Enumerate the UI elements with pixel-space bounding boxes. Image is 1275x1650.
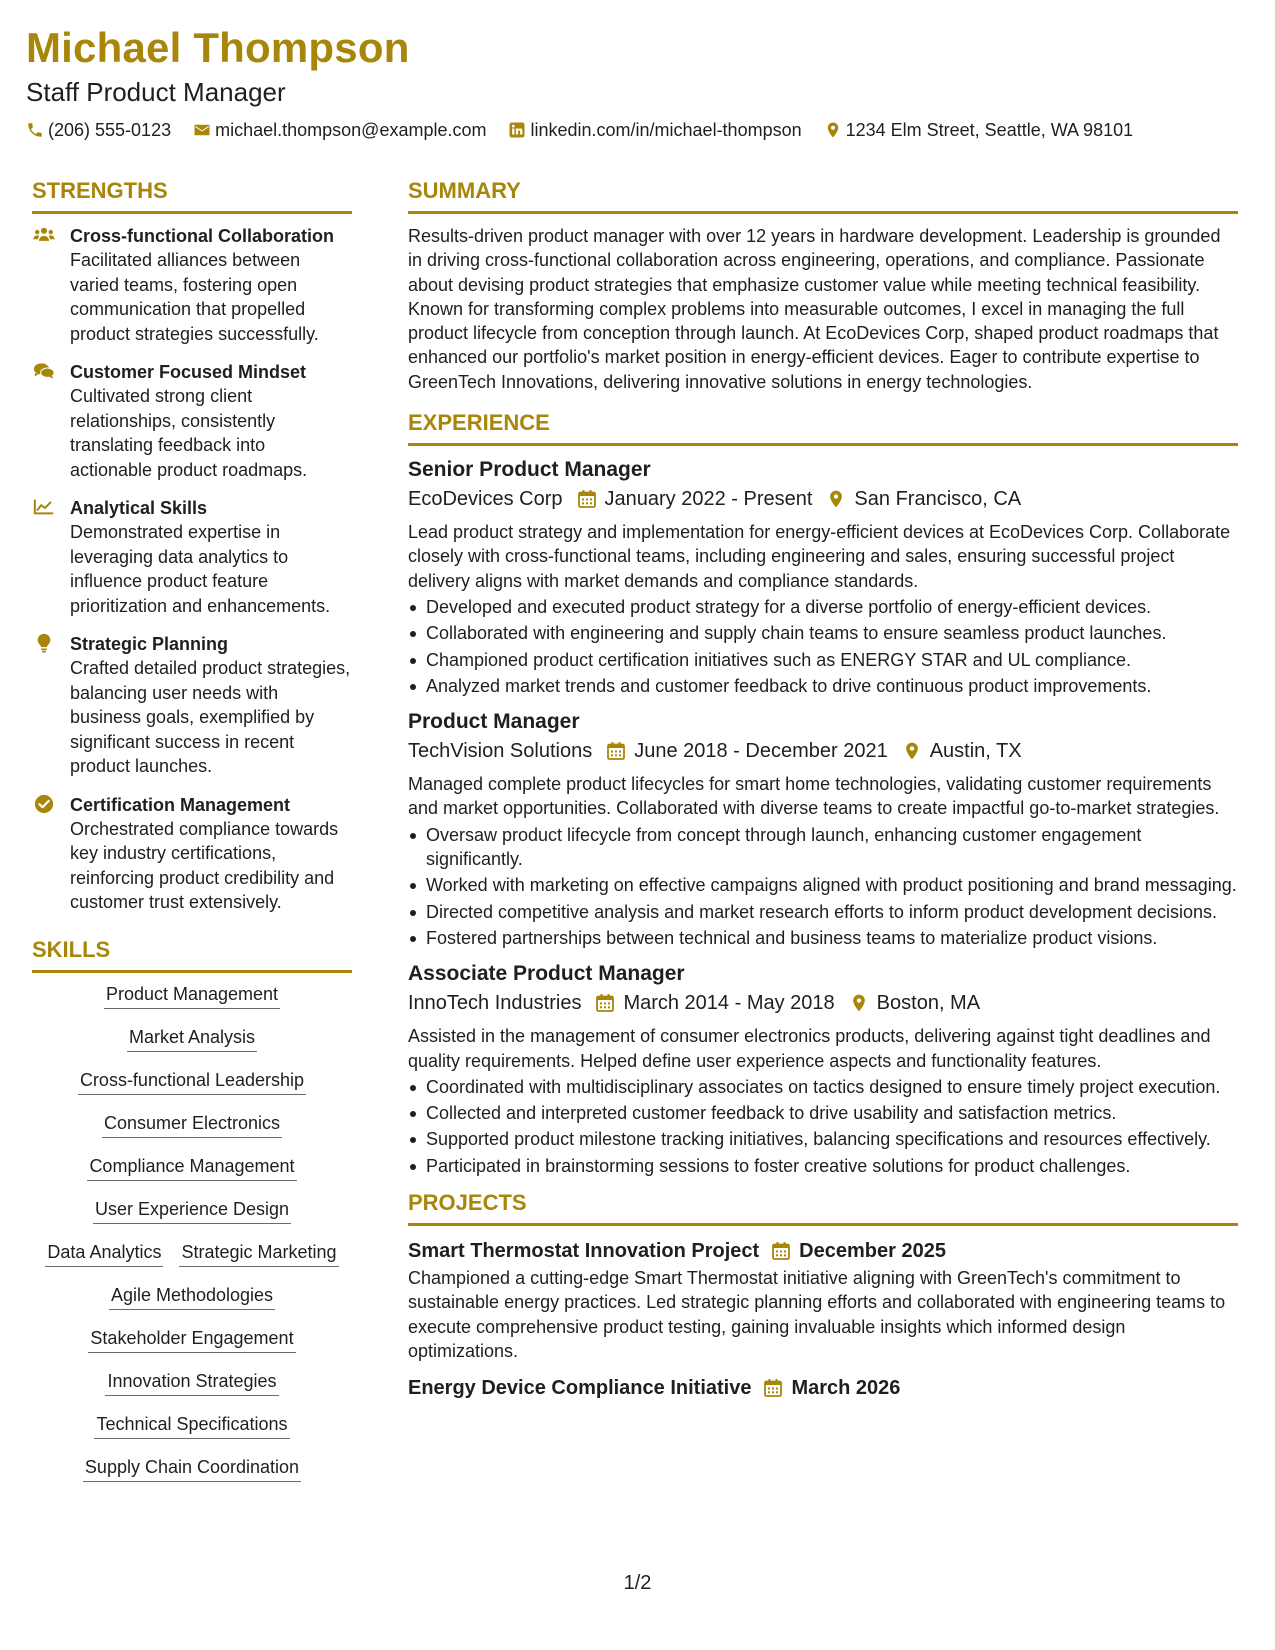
job-desc: Lead product strategy and implementation for energy-efficient devices at EcoDevices Corp. Collaborate closely with cross-functional teams, including engineering and sales, ensuring successful project delivery aligns with market demands and compliance standards. xyxy=(408,522,1231,591)
job-entry xyxy=(408,960,1238,1178)
skill-tag: User Experience Design xyxy=(93,1198,291,1224)
job-bullets xyxy=(408,595,1238,698)
skill-tag: Consumer Electronics xyxy=(102,1112,282,1138)
summary-text: Results-driven product manager with over 12 years in hardware development. Leadership is grounded in driving cross-functional collaboration across engineering, operations, and compliance. Passionate about devising product strategies that emphasize customer value while meeting technical feasibility. Known for transforming complex problems into measurable outcomes, I excel in managing the full product lifecycle from conception through launch. At EcoDevices Corp, shaped product roadmaps that enhanced our portfolio's market position in energy-efficient devices. Eager to contribute expertise to GreenTech Innovations, delivering innovative solutions in energy technologies. xyxy=(408,226,1221,392)
skill-tag: Stakeholder Engagement xyxy=(88,1327,295,1353)
skill-tag: Technical Specifications xyxy=(94,1413,289,1439)
job-dates: January 2022 - Present xyxy=(604,488,813,511)
strength-item xyxy=(32,496,352,618)
skill-tag: Supply Chain Coordination xyxy=(83,1456,301,1482)
job-title: Senior Product Manager xyxy=(408,458,651,482)
candidate-name: Michael Thompson xyxy=(26,24,410,71)
linkedin-link[interactable]: linkedin.com/in/michael-thompson xyxy=(530,120,802,140)
page-number: 1/2 xyxy=(623,1572,652,1594)
job-entry xyxy=(408,456,1238,698)
project-desc: Championed a cutting-edge Smart Thermostat initiative aligning with GreenTech's commitment to sustainable energy practices. Led strategic planning efforts and collaborated with engineering teams to execute comprehensive product testing, gaining invaluable insights which informed design optimizations. xyxy=(408,1268,1226,1361)
bullet-item: Collaborated with engineering and supply chain teams to ensure seamless product launches. xyxy=(408,621,1238,645)
project-date: March 2026 xyxy=(791,1377,901,1400)
bullet-item: Worked with marketing on effective campaigns aligned with product positioning and brand messaging. xyxy=(408,873,1238,897)
map-pin-icon xyxy=(826,489,846,509)
strength-desc: Cultivated strong client relationships, consistently translating feedback into actionable product roadmaps. xyxy=(70,386,308,480)
contact-linkedin[interactable] xyxy=(508,118,801,142)
strength-item xyxy=(32,632,352,779)
bullet-item: Developed and executed product strategy for a diverse portfolio of energy-efficient devices. xyxy=(408,595,1238,619)
strength-item xyxy=(32,793,352,915)
bullet-item: Oversaw product lifecycle from concept through launch, enhancing customer engagement significantly. xyxy=(408,823,1238,872)
bullet-item: Coordinated with multidisciplinary associates on tactics designed to ensure timely project execution. xyxy=(408,1075,1238,1099)
skill-tag: Market Analysis xyxy=(127,1026,257,1052)
project-head xyxy=(408,1236,1238,1266)
resume-header xyxy=(26,22,1246,142)
bullet-item: Championed product certification initiatives such as ENERGY STAR and UL compliance. xyxy=(408,648,1238,672)
calendar-icon xyxy=(595,993,615,1013)
project-entry xyxy=(408,1373,1238,1403)
phone-icon xyxy=(26,121,44,139)
strength-desc: Crafted detailed product strategies, balancing user needs with business goals, exemplified by significant success in recent product launches. xyxy=(70,658,351,776)
experience-heading: EXPERIENCE xyxy=(408,408,1238,446)
job-meta xyxy=(408,736,1238,766)
strength-item xyxy=(32,360,352,482)
job-meta xyxy=(408,484,1238,514)
phone-text: (206) 555-0123 xyxy=(48,120,172,140)
job-title: Associate Product Manager xyxy=(408,962,685,986)
strength-title: Customer Focused Mindset xyxy=(70,362,307,382)
skill-tag: Data Analytics xyxy=(45,1241,163,1267)
job-location: San Francisco, CA xyxy=(854,488,1022,511)
bullet-item: Collected and interpreted customer feedback to drive usability and satisfaction metrics. xyxy=(408,1101,1238,1125)
skill-tag: Strategic Marketing xyxy=(179,1241,338,1267)
strength-title: Cross-functional Collaboration xyxy=(70,226,335,246)
job-desc: Assisted in the management of consumer electronics products, delivering against tight deadlines and quality requirements. Helped define user experience aspects and functionality features. xyxy=(408,1026,1211,1071)
contact-email[interactable] xyxy=(193,118,486,142)
project-head xyxy=(408,1373,1238,1403)
contact-bar xyxy=(26,118,1246,142)
job-company: InnoTech Industries xyxy=(408,992,582,1015)
lightbulb-icon xyxy=(33,633,55,653)
map-pin-icon xyxy=(902,741,922,761)
strength-desc: Facilitated alliances between varied teams, fostering open communication that propelled product strategies successfully. xyxy=(70,250,319,344)
project-title: Energy Device Compliance Initiative xyxy=(408,1377,752,1400)
strength-desc: Demonstrated expertise in leveraging data analytics to influence product feature prioritization and enhancements. xyxy=(70,522,331,616)
job-company: TechVision Solutions xyxy=(408,740,593,763)
project-entry xyxy=(408,1236,1238,1363)
skills-list xyxy=(32,983,352,1482)
skill-tag: Cross-functional Leadership xyxy=(78,1069,306,1095)
strength-title: Strategic Planning xyxy=(70,634,229,654)
job-bullets xyxy=(408,1075,1238,1178)
email-link[interactable]: michael.thompson@example.com xyxy=(215,120,487,140)
bullet-item: Directed competitive analysis and market research efforts to inform product development decisions. xyxy=(408,900,1238,924)
bullet-item: Participated in brainstorming sessions to foster creative solutions for product challenges. xyxy=(408,1154,1238,1178)
job-dates: June 2018 - December 2021 xyxy=(634,740,888,763)
project-date: December 2025 xyxy=(799,1240,946,1263)
project-title: Smart Thermostat Innovation Project xyxy=(408,1240,760,1263)
skill-tag: Product Management xyxy=(104,983,280,1009)
strengths-heading: STRENGTHS xyxy=(32,176,352,214)
map-pin-icon xyxy=(824,121,842,139)
strength-title: Analytical Skills xyxy=(70,498,208,518)
job-location: Boston, MA xyxy=(876,992,981,1015)
check-circle-icon xyxy=(33,794,55,814)
strength-title: Certification Management xyxy=(70,794,291,815)
job-meta xyxy=(408,988,1238,1018)
calendar-icon xyxy=(771,1241,791,1261)
map-pin-icon xyxy=(849,993,869,1013)
linkedin-icon xyxy=(508,121,526,139)
strength-item xyxy=(32,224,352,346)
job-entry xyxy=(408,708,1238,950)
skill-tag: Innovation Strategies xyxy=(105,1370,278,1396)
skill-tag: Agile Methodologies xyxy=(109,1284,275,1310)
calendar-icon xyxy=(577,489,597,509)
comments-icon xyxy=(33,361,55,381)
left-column xyxy=(32,176,352,1482)
job-bullets xyxy=(408,823,1238,950)
summary-heading: SUMMARY xyxy=(408,176,1238,214)
skills-heading: SKILLS xyxy=(32,935,352,973)
job-dates: March 2014 - May 2018 xyxy=(623,992,835,1015)
users-icon xyxy=(33,225,55,245)
strength-desc: Orchestrated compliance towards key industry certifications, reinforcing product credibility and customer trust extensively. xyxy=(70,818,339,912)
job-title: Product Manager xyxy=(408,710,580,734)
projects-heading: PROJECTS xyxy=(408,1188,1238,1226)
calendar-icon xyxy=(763,1378,783,1398)
candidate-role: Staff Product Manager xyxy=(26,77,286,107)
skill-tag: Compliance Management xyxy=(87,1155,296,1181)
right-column xyxy=(408,176,1238,1413)
job-desc: Managed complete product lifecycles for smart home technologies, validating customer requirements and market opportunities. Collaborated with diverse teams to create impactful go-to-market strategies. xyxy=(408,774,1220,819)
bullet-item: Fostered partnerships between technical and business teams to materialize product visions. xyxy=(408,926,1238,950)
calendar-icon xyxy=(606,741,626,761)
address-text: 1234 Elm Street, Seattle, WA 98101 xyxy=(845,120,1134,140)
envelope-icon xyxy=(193,121,211,139)
contact-phone xyxy=(26,118,171,142)
job-location: Austin, TX xyxy=(929,740,1022,763)
job-company: EcoDevices Corp xyxy=(408,488,563,511)
contact-address xyxy=(824,118,1134,142)
bullet-item: Analyzed market trends and customer feedback to drive continuous product improvements. xyxy=(408,674,1238,698)
chart-line-icon xyxy=(33,497,55,517)
bullet-item: Supported product milestone tracking initiatives, balancing specifications and resources effectively. xyxy=(408,1127,1238,1151)
